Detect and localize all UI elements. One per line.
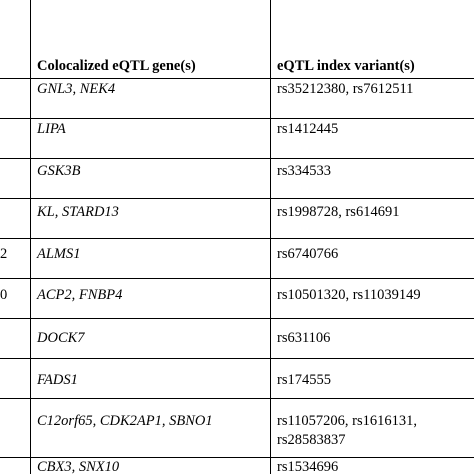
variant-cell: rs11057206, rs1616131,: [277, 413, 418, 429]
variant-cell: rs35212380, rs7612511: [277, 81, 414, 97]
row-border: [0, 198, 474, 199]
gene-cell: GSK3B: [37, 163, 81, 179]
row-border: [0, 398, 474, 399]
gene-cell: FADS1: [37, 372, 78, 388]
header-colocalized-gene: Colocalized eQTL gene(s): [37, 58, 196, 74]
row-border: [0, 278, 474, 279]
row-border: [0, 318, 474, 319]
column-border-left: [30, 0, 31, 474]
gene-cell: DOCK7: [37, 330, 85, 346]
row-border: [0, 118, 474, 119]
variant-cell: rs1998728, rs614691: [277, 204, 400, 220]
header-bottom-border: [0, 78, 474, 79]
row-border: [0, 358, 474, 359]
gene-cell: ACP2, FNBP4: [37, 287, 123, 303]
row-border: [0, 158, 474, 159]
gene-cell: GNL3, NEK4: [37, 81, 116, 97]
gene-cell: C12orf65, CDK2AP1, SBNO1: [37, 413, 213, 429]
gene-cell: ALMS1: [37, 246, 81, 262]
gene-cell: CBX3, SNX10: [37, 459, 120, 475]
left-column-fragment: 2: [0, 246, 8, 262]
variant-cell: rs1534696: [277, 459, 339, 475]
variant-cell: rs1412445: [277, 121, 339, 137]
column-border-middle: [270, 0, 271, 474]
variant-cell: rs631106: [277, 330, 331, 346]
variant-cell: rs174555: [277, 372, 331, 388]
row-border: [0, 238, 474, 239]
gene-cell: LIPA: [37, 121, 66, 137]
variant-cell: rs10501320, rs11039149: [277, 287, 421, 303]
header-index-variant: eQTL index variant(s): [277, 58, 415, 74]
gene-cell: KL, STARD13: [37, 204, 119, 220]
variant-cell: rs6740766: [277, 246, 339, 262]
left-column-fragment: 0: [0, 287, 8, 303]
row-border: [0, 457, 474, 458]
variant-cell: rs334533: [277, 163, 331, 179]
variant-cell-continued: rs28583837: [277, 432, 346, 448]
